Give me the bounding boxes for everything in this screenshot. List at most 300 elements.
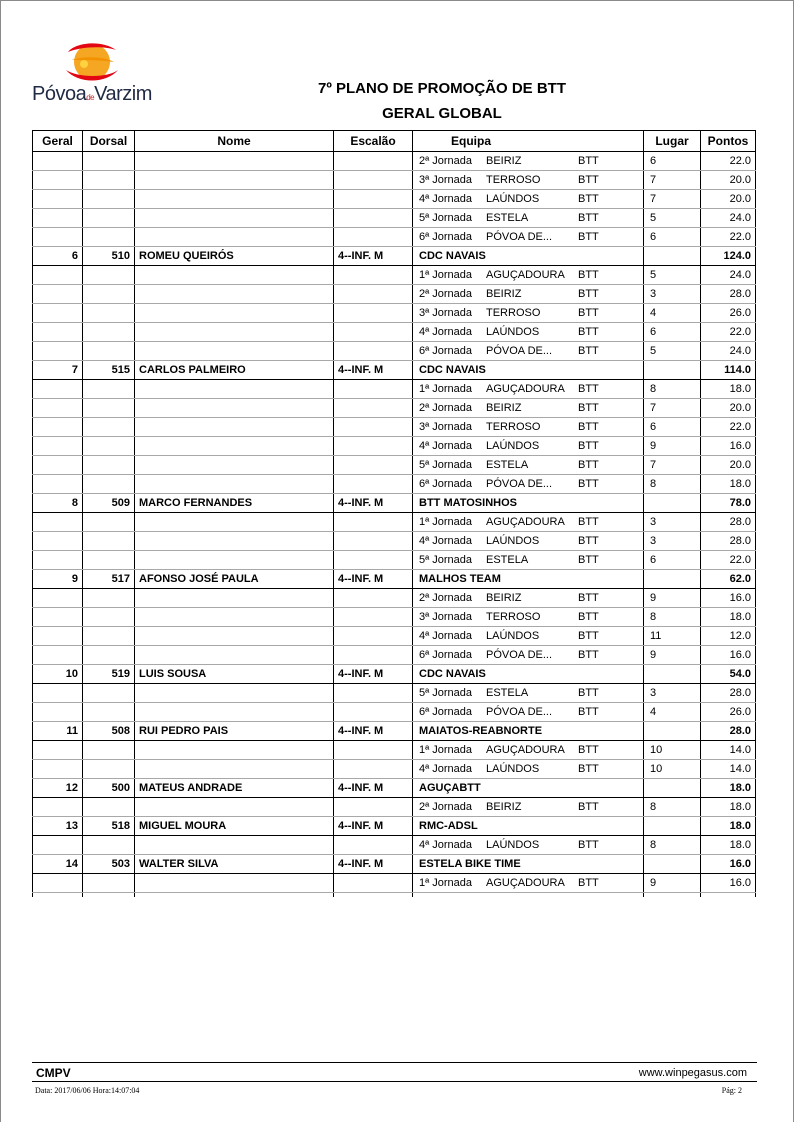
geral-cell: 12 — [33, 779, 83, 798]
jornada-location: ESTELA — [486, 459, 529, 471]
jornada-category: BTT — [578, 478, 599, 490]
jornada-label: 2ª Jornada — [419, 288, 472, 300]
jornada-category: BTT — [578, 402, 599, 414]
jornada-label: 3ª Jornada — [419, 611, 472, 623]
race-result-row — [33, 760, 756, 779]
empty-cell — [33, 893, 83, 898]
jornada-cell — [413, 456, 644, 475]
footer-divider — [32, 1062, 757, 1063]
dorsal-cell: 509 — [83, 494, 135, 513]
lugar-cell: 8 — [644, 380, 701, 399]
empty-cell — [83, 608, 135, 627]
geral-cell: 8 — [33, 494, 83, 513]
empty-cell — [33, 684, 83, 703]
pontos-cell: 18.0 — [701, 380, 756, 399]
empty-cell — [334, 893, 413, 898]
jornada-category: BTT — [578, 307, 599, 319]
empty-cell — [334, 627, 413, 646]
nome-cell: LUIS SOUSA — [135, 665, 334, 684]
empty-cell — [135, 608, 334, 627]
jornada-location: PÓVOA DE... — [486, 649, 553, 661]
jornada-info — [419, 174, 639, 186]
empty-cell — [83, 627, 135, 646]
race-result-row — [33, 589, 756, 608]
race-result-row — [33, 418, 756, 437]
jornada-cell — [413, 684, 644, 703]
lugar-cell — [644, 494, 701, 513]
race-result-row — [33, 285, 756, 304]
jornada-label: 4ª Jornada — [419, 630, 472, 642]
pontos-cell: 24.0 — [701, 266, 756, 285]
jornada-cell — [413, 874, 644, 893]
lugar-cell: 8 — [644, 475, 701, 494]
jornada-location: BEIRIZ — [486, 288, 522, 300]
empty-cell — [83, 323, 135, 342]
empty-cell — [135, 152, 334, 171]
jornada-info — [419, 839, 639, 851]
jornada-label: 1ª Jornada — [419, 383, 472, 395]
jornada-cell — [413, 532, 644, 551]
jornada-info — [419, 687, 639, 699]
jornada-category: BTT — [578, 611, 599, 623]
jornada-label: 6ª Jornada — [419, 345, 472, 357]
lugar-cell — [644, 855, 701, 874]
empty-cell — [33, 741, 83, 760]
lugar-cell: 6 — [644, 323, 701, 342]
lugar-cell: 5 — [644, 266, 701, 285]
standings-table — [32, 130, 756, 897]
pontos-cell: 12.0 — [701, 627, 756, 646]
lugar-cell: 9 — [644, 874, 701, 893]
escalao-cell: 4--INF. M — [334, 722, 413, 741]
empty-cell — [334, 684, 413, 703]
empty-cell — [334, 152, 413, 171]
lugar-cell: 6 — [644, 228, 701, 247]
pontos-cell: 24.0 — [701, 342, 756, 361]
empty-cell — [83, 551, 135, 570]
empty-cell — [83, 589, 135, 608]
jornada-cell — [413, 513, 644, 532]
jornada-location: PÓVOA DE... — [486, 231, 553, 243]
jornada-location: AGUÇADOURA — [486, 269, 565, 281]
race-result-row — [33, 323, 756, 342]
lugar-cell: 4 — [644, 703, 701, 722]
empty-cell — [135, 703, 334, 722]
empty-cell — [135, 380, 334, 399]
empty-cell — [33, 703, 83, 722]
empty-cell — [135, 171, 334, 190]
lugar-cell — [644, 361, 701, 380]
jornada-info — [419, 383, 639, 395]
empty-cell — [135, 209, 334, 228]
empty-cell — [83, 456, 135, 475]
pontos-cell: 18.0 — [701, 475, 756, 494]
jornada-label: 4ª Jornada — [419, 839, 472, 851]
empty-cell — [33, 513, 83, 532]
jornada-cell — [413, 266, 644, 285]
jornada-info — [419, 763, 639, 775]
lugar-cell: 7 — [644, 456, 701, 475]
dorsal-cell: 519 — [83, 665, 135, 684]
jornada-info — [419, 801, 639, 813]
escalao-cell: 4--INF. M — [334, 494, 413, 513]
pontos-cell: 20.0 — [701, 456, 756, 475]
empty-cell — [33, 418, 83, 437]
jornada-info — [419, 307, 639, 319]
race-result-row — [33, 475, 756, 494]
empty-cell — [33, 874, 83, 893]
empty-cell — [135, 304, 334, 323]
jornada-location: TERROSO — [486, 421, 541, 433]
empty-cell — [135, 418, 334, 437]
footer-website: www.winpegasus.com — [638, 1067, 747, 1079]
pontos-cell: 16.0 — [701, 646, 756, 665]
empty-cell — [83, 437, 135, 456]
pontos-cell: 18.0 — [701, 836, 756, 855]
geral-cell: 9 — [33, 570, 83, 589]
jornada-category: BTT — [578, 516, 599, 528]
athlete-row — [33, 665, 756, 684]
pontos-cell: 20.0 — [701, 171, 756, 190]
empty-cell — [83, 475, 135, 494]
jornada-label: 2ª Jornada — [419, 402, 472, 414]
jornada-label: 6ª Jornada — [419, 478, 472, 490]
nome-cell: WALTER SILVA — [135, 855, 334, 874]
lugar-cell: 10 — [644, 760, 701, 779]
jornada-category: BTT — [578, 231, 599, 243]
empty-cell — [135, 741, 334, 760]
empty-cell — [334, 171, 413, 190]
geral-cell: 13 — [33, 817, 83, 836]
pontos-cell: 24.0 — [701, 209, 756, 228]
jornada-cell — [413, 190, 644, 209]
pontos-cell: 16.0 — [701, 437, 756, 456]
empty-cell — [83, 703, 135, 722]
jornada-location: AGUÇADOURA — [486, 516, 565, 528]
empty-cell — [135, 684, 334, 703]
geral-cell: 6 — [33, 247, 83, 266]
pontos-cell: 16.0 — [701, 589, 756, 608]
jornada-info — [419, 459, 639, 471]
pontos-cell: 28.0 — [701, 532, 756, 551]
jornada-label: 4ª Jornada — [419, 440, 472, 452]
jornada-info — [419, 440, 639, 452]
jornada-info — [419, 231, 639, 243]
empty-cell — [135, 589, 334, 608]
empty-cell — [135, 323, 334, 342]
empty-cell — [83, 760, 135, 779]
empty-cell — [334, 874, 413, 893]
jornada-location: LAÚNDOS — [486, 763, 540, 775]
empty-cell — [334, 399, 413, 418]
lugar-cell: 8 — [644, 836, 701, 855]
empty-cell — [334, 209, 413, 228]
lugar-cell: 5 — [644, 209, 701, 228]
jornada-info — [419, 402, 639, 414]
lugar-cell: 3 — [644, 684, 701, 703]
jornada-location: PÓVOA DE... — [486, 478, 553, 490]
pontos-cell: 22.0 — [701, 152, 756, 171]
jornada-info — [419, 345, 639, 357]
escalao-cell: 4--INF. M — [334, 361, 413, 380]
empty-cell — [334, 798, 413, 817]
jornada-label: 6ª Jornada — [419, 231, 472, 243]
jornada-location: PÓVOA DE... — [486, 706, 553, 718]
empty-cell — [33, 152, 83, 171]
equipa-cell: ESTELA BIKE TIME — [413, 855, 644, 874]
nome-cell: MATEUS ANDRADE — [135, 779, 334, 798]
jornada-category: BTT — [578, 649, 599, 661]
empty-cell — [135, 798, 334, 817]
equipa-cell: CDC NAVAIS — [413, 361, 644, 380]
jornada-location: LAÚNDOS — [486, 535, 540, 547]
empty-cell — [135, 551, 334, 570]
empty-cell — [135, 266, 334, 285]
empty-cell — [33, 798, 83, 817]
empty-cell — [135, 437, 334, 456]
jornada-category: BTT — [578, 288, 599, 300]
dorsal-cell: 503 — [83, 855, 135, 874]
pontos-cell: 22.0 — [701, 323, 756, 342]
empty-cell — [33, 285, 83, 304]
empty-cell — [83, 741, 135, 760]
empty-cell — [33, 589, 83, 608]
jornada-info — [419, 193, 639, 205]
jornada-label: 2ª Jornada — [419, 155, 472, 167]
empty-cell — [135, 475, 334, 494]
jornada-location: ESTELA — [486, 554, 529, 566]
escalao-cell: 4--INF. M — [334, 247, 413, 266]
equipa-cell: RMC-ADSL — [413, 817, 644, 836]
jornada-cell — [413, 342, 644, 361]
jornada-cell — [413, 171, 644, 190]
empty-cell — [135, 836, 334, 855]
jornada-info — [419, 877, 639, 889]
jornada-location: TERROSO — [486, 611, 541, 623]
jornada-label: 4ª Jornada — [419, 193, 472, 205]
jornada-location: BEIRIZ — [486, 155, 522, 167]
jornada-location: ESTELA — [486, 687, 529, 699]
athlete-row — [33, 361, 756, 380]
pontos-total-cell: 16.0 — [701, 855, 756, 874]
empty-cell — [83, 513, 135, 532]
empty-cell — [334, 760, 413, 779]
empty-cell — [83, 646, 135, 665]
pontos-cell: 22.0 — [701, 551, 756, 570]
nome-cell: ROMEU QUEIRÓS — [135, 247, 334, 266]
jornada-label: 5ª Jornada — [419, 459, 472, 471]
athlete-row — [33, 494, 756, 513]
empty-cell — [83, 798, 135, 817]
empty-cell — [334, 323, 413, 342]
race-result-row — [33, 380, 756, 399]
jornada-category: BTT — [578, 630, 599, 642]
race-result-row — [33, 399, 756, 418]
jornada-category: BTT — [578, 326, 599, 338]
empty-cell — [413, 893, 644, 898]
empty-cell — [83, 209, 135, 228]
empty-cell — [334, 418, 413, 437]
table-body — [33, 152, 756, 898]
empty-cell — [334, 513, 413, 532]
lugar-cell: 6 — [644, 551, 701, 570]
jornada-info — [419, 554, 639, 566]
race-result-row — [33, 266, 756, 285]
jornada-category: BTT — [578, 345, 599, 357]
jornada-cell — [413, 760, 644, 779]
race-result-row — [33, 608, 756, 627]
empty-cell — [83, 418, 135, 437]
empty-cell — [33, 532, 83, 551]
escalao-cell: 4--INF. M — [334, 665, 413, 684]
jornada-location: AGUÇADOURA — [486, 744, 565, 756]
race-result-row — [33, 627, 756, 646]
page-subtitle: GERAL GLOBAL — [382, 105, 502, 122]
jornada-category: BTT — [578, 421, 599, 433]
page-title: 7º PLANO DE PROMOÇÃO DE BTT — [318, 80, 566, 97]
equipa-cell: AGUÇABTT — [413, 779, 644, 798]
race-result-row — [33, 152, 756, 171]
lugar-cell: 6 — [644, 152, 701, 171]
empty-cell — [83, 266, 135, 285]
escalao-cell: 4--INF. M — [334, 855, 413, 874]
equipa-cell: MAIATOS-REABNORTE — [413, 722, 644, 741]
empty-cell — [334, 589, 413, 608]
jornada-label: 2ª Jornada — [419, 801, 472, 813]
footer-organization: CMPV — [36, 1066, 71, 1080]
jornada-cell — [413, 285, 644, 304]
jornada-location: TERROSO — [486, 174, 541, 186]
pontos-total-cell: 18.0 — [701, 779, 756, 798]
pontos-total-cell: 18.0 — [701, 817, 756, 836]
jornada-cell — [413, 304, 644, 323]
logo-wordmark: PóvoadeVarzim — [32, 83, 152, 105]
empty-cell — [334, 437, 413, 456]
jornada-label: 4ª Jornada — [419, 763, 472, 775]
empty-cell — [33, 380, 83, 399]
lugar-cell: 9 — [644, 437, 701, 456]
empty-cell — [33, 342, 83, 361]
jornada-info — [419, 288, 639, 300]
jornada-label: 2ª Jornada — [419, 592, 472, 604]
empty-cell — [334, 608, 413, 627]
geral-cell: 7 — [33, 361, 83, 380]
empty-cell — [33, 323, 83, 342]
race-result-row — [33, 456, 756, 475]
geral-cell: 11 — [33, 722, 83, 741]
pontos-cell: 14.0 — [701, 760, 756, 779]
empty-cell — [83, 285, 135, 304]
jornada-info — [419, 212, 639, 224]
jornada-category: BTT — [578, 877, 599, 889]
jornada-location: LAÚNDOS — [486, 839, 540, 851]
empty-cell — [135, 874, 334, 893]
empty-cell — [33, 399, 83, 418]
jornada-category: BTT — [578, 763, 599, 775]
equipa-cell: CDC NAVAIS — [413, 665, 644, 684]
jornada-location: LAÚNDOS — [486, 630, 540, 642]
jornada-category: BTT — [578, 554, 599, 566]
empty-cell — [33, 608, 83, 627]
empty-cell — [135, 532, 334, 551]
athlete-row — [33, 570, 756, 589]
footer-page-number: Pág: 2 — [721, 1086, 742, 1095]
footer-divider-bottom — [32, 1081, 757, 1082]
jornada-label: 3ª Jornada — [419, 421, 472, 433]
column-header-escalao: Escalão — [334, 131, 413, 152]
empty-cell — [334, 304, 413, 323]
jornada-category: BTT — [578, 801, 599, 813]
jornada-category: BTT — [578, 839, 599, 851]
column-header-lugar: Lugar — [644, 131, 701, 152]
jornada-category: BTT — [578, 440, 599, 452]
jornada-location: BEIRIZ — [486, 801, 522, 813]
jornada-info — [419, 535, 639, 547]
pontos-cell: 18.0 — [701, 608, 756, 627]
empty-cell — [334, 285, 413, 304]
empty-cell — [334, 532, 413, 551]
jornada-cell — [413, 323, 644, 342]
athlete-row — [33, 779, 756, 798]
jornada-label: 5ª Jornada — [419, 212, 472, 224]
empty-cell — [135, 646, 334, 665]
lugar-cell: 7 — [644, 399, 701, 418]
empty-cell — [83, 342, 135, 361]
jornada-cell — [413, 646, 644, 665]
empty-cell — [135, 513, 334, 532]
race-result-row — [33, 874, 756, 893]
povoa-de-varzim-logo — [30, 40, 155, 112]
jornada-category: BTT — [578, 744, 599, 756]
pontos-total-cell: 62.0 — [701, 570, 756, 589]
race-result-row — [33, 741, 756, 760]
jornada-label: 1ª Jornada — [419, 744, 472, 756]
lugar-cell: 11 — [644, 627, 701, 646]
pontos-total-cell: 114.0 — [701, 361, 756, 380]
empty-cell — [83, 152, 135, 171]
jornada-category: BTT — [578, 155, 599, 167]
dorsal-cell: 515 — [83, 361, 135, 380]
lugar-cell: 3 — [644, 532, 701, 551]
jornada-info — [419, 630, 639, 642]
pontos-cell: 22.0 — [701, 228, 756, 247]
jornada-category: BTT — [578, 459, 599, 471]
jornada-cell — [413, 741, 644, 760]
empty-cell — [83, 874, 135, 893]
jornada-category: BTT — [578, 193, 599, 205]
jornada-cell — [413, 703, 644, 722]
escalao-cell: 4--INF. M — [334, 779, 413, 798]
jornada-cell — [413, 798, 644, 817]
column-header-geral: Geral — [33, 131, 83, 152]
dorsal-cell: 517 — [83, 570, 135, 589]
race-result-row — [33, 798, 756, 817]
empty-cell — [135, 456, 334, 475]
jornada-info — [419, 516, 639, 528]
pontos-total-cell: 28.0 — [701, 722, 756, 741]
jornada-label: 1ª Jornada — [419, 877, 472, 889]
jornada-category: BTT — [578, 269, 599, 281]
empty-cell — [33, 304, 83, 323]
geral-cell: 14 — [33, 855, 83, 874]
empty-cell — [83, 684, 135, 703]
empty-cell — [33, 456, 83, 475]
jornada-info — [419, 706, 639, 718]
nome-cell: RUI PEDRO PAIS — [135, 722, 334, 741]
nome-cell: CARLOS PALMEIRO — [135, 361, 334, 380]
dorsal-cell: 510 — [83, 247, 135, 266]
lugar-cell: 9 — [644, 646, 701, 665]
